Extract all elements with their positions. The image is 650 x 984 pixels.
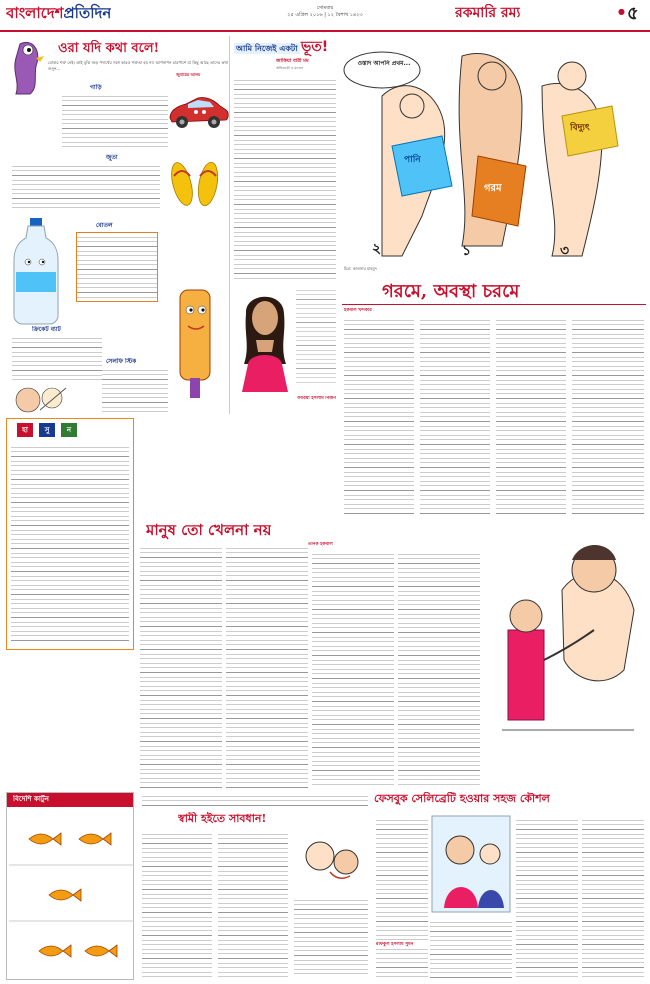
heat-title: গরমে, অবস্থা চরমে (382, 281, 520, 302)
story-byline: জুবায়ের আলম (176, 72, 201, 77)
husband-title: স্বামী হইতে সাবধান! (178, 812, 267, 825)
husband-col1 (142, 830, 212, 978)
husband-col3 (294, 896, 368, 978)
logo-part1: বাংলাদেশ (6, 4, 64, 22)
human-col4 (398, 550, 480, 788)
interview-credit: ফারিয়া ইসলাম নির্জন (297, 396, 336, 401)
heat-col3 (496, 316, 566, 516)
interviewee-role: অভিনেত্রী ও মডেল (276, 66, 304, 70)
facebook-illustration (430, 814, 512, 914)
car-illustration (166, 92, 230, 130)
cricket-bat-illustration (166, 270, 230, 400)
cartoon-number-2: ২ (372, 241, 382, 257)
story-human-not-toy (138, 520, 646, 790)
interview-title-part2: ভূত! (300, 39, 329, 55)
interview-portrait (236, 284, 294, 392)
monster-illustration (6, 36, 46, 96)
facebook-col3 (516, 816, 578, 978)
cricket-bat-text (12, 334, 102, 380)
cartoon-label-power: বিদ্যুৎ (570, 123, 590, 133)
story-title: ওরা যদি কথা বলে! (58, 41, 160, 56)
issue-day: সোমবার (316, 5, 334, 11)
human-illustration (484, 520, 644, 750)
editorial-cartoon (342, 36, 646, 276)
selfie-stick-text (102, 366, 168, 412)
issue-date (250, 5, 400, 19)
logo-part2: প্রতিদিন (63, 4, 112, 22)
cartoon-label-heat: গরম (484, 183, 502, 194)
human-col2 (226, 544, 308, 788)
heat-col1 (344, 316, 414, 516)
jokes-badge-3: ন (61, 423, 77, 437)
fish-cartoon (9, 809, 133, 979)
facebook-byline: রফিকুল ইসলাম সুমন (376, 942, 428, 948)
heat-byline: ইকবাল খন্দকার (344, 308, 372, 313)
facebook-title: ফেসবুক সেলিব্রেটি হওয়ার সহজ কৌশল (374, 792, 550, 805)
newspaper-logo[interactable] (6, 3, 111, 23)
heat-title-rule (342, 304, 646, 305)
issue-date-text: ২৫ এপ্রিল ২০১৬ | ১২ বৈশাখ ১৪২৩ (287, 12, 363, 18)
selfie-cartoon (10, 384, 70, 414)
story-foreign-cartoon (6, 792, 134, 980)
interview-title (234, 38, 336, 57)
page-number: ● ৫ (618, 2, 639, 26)
foreign-band (7, 793, 134, 807)
human-col3 (312, 550, 394, 788)
heat-col2 (420, 316, 490, 516)
husband-intro (142, 792, 368, 810)
jokes-text (11, 443, 129, 645)
interview-pullquote (296, 286, 336, 386)
sandals-illustration (162, 154, 230, 210)
facebook-col4 (582, 816, 644, 978)
bottle-illustration (6, 216, 66, 326)
story-intro: বোবার শত্রু নেই। তাই বুঝি জড় পদার্থের সঙ্গে কারও শত্রুতা হয় না। আপনাপন চারপাশে যা কিছু আছে তাদের কথা শুনুন... (48, 60, 228, 71)
story-heat (342, 280, 646, 522)
jokes-badge-1: হা (17, 423, 33, 437)
cartoon-number-1: ১ (462, 243, 472, 259)
human-title: মানুষ তো খেলনা নয় (146, 521, 272, 539)
shoes-text (12, 162, 160, 210)
cartoon-label-water: পানি (404, 155, 421, 165)
story-interview (232, 36, 338, 414)
cartoon-credit: চিত্র: কাওসার মাহমুদ (344, 266, 377, 271)
interviewee-name: জাকিয়া বারী মম (276, 58, 309, 64)
jokes-badges (17, 423, 127, 439)
page-header (0, 0, 650, 32)
section-title: রকমারি রম্য (455, 5, 521, 21)
husband-col2 (218, 830, 288, 978)
story-facebook-celebrity (374, 792, 646, 980)
story-talking-objects (6, 36, 230, 414)
cartoon-speech: ওস্তাদ আপনি প্রথম... (357, 60, 411, 67)
jokes-badge-2: সু (39, 423, 55, 437)
facebook-col2 (430, 918, 512, 978)
interview-title-part1: আমি নিজেই একটা (236, 44, 298, 53)
story-jokes (6, 418, 134, 650)
human-col1 (140, 544, 222, 788)
subhead-car: গাড়ি (90, 84, 102, 91)
subhead-shoes: জুতা (106, 154, 118, 161)
facebook-col1 (376, 816, 428, 978)
cartoon-number-3: ৩ (560, 243, 570, 259)
story-husband-beware (138, 792, 370, 980)
subhead-bottle: বোতল (96, 222, 113, 229)
subhead-selfie-stick: সেলফি স্টিক (106, 358, 137, 365)
subhead-cricket-bat: ক্রিকেট ব্যাট (32, 326, 61, 333)
car-text (62, 92, 168, 150)
human-byline: তানক ইকবাল (308, 542, 333, 547)
heat-col4 (572, 316, 644, 516)
interview-qa (234, 76, 336, 282)
foreign-band-title: বিদেশি কার্টুন (13, 795, 49, 803)
bottle-text (76, 232, 158, 302)
husband-illustration (294, 832, 368, 892)
